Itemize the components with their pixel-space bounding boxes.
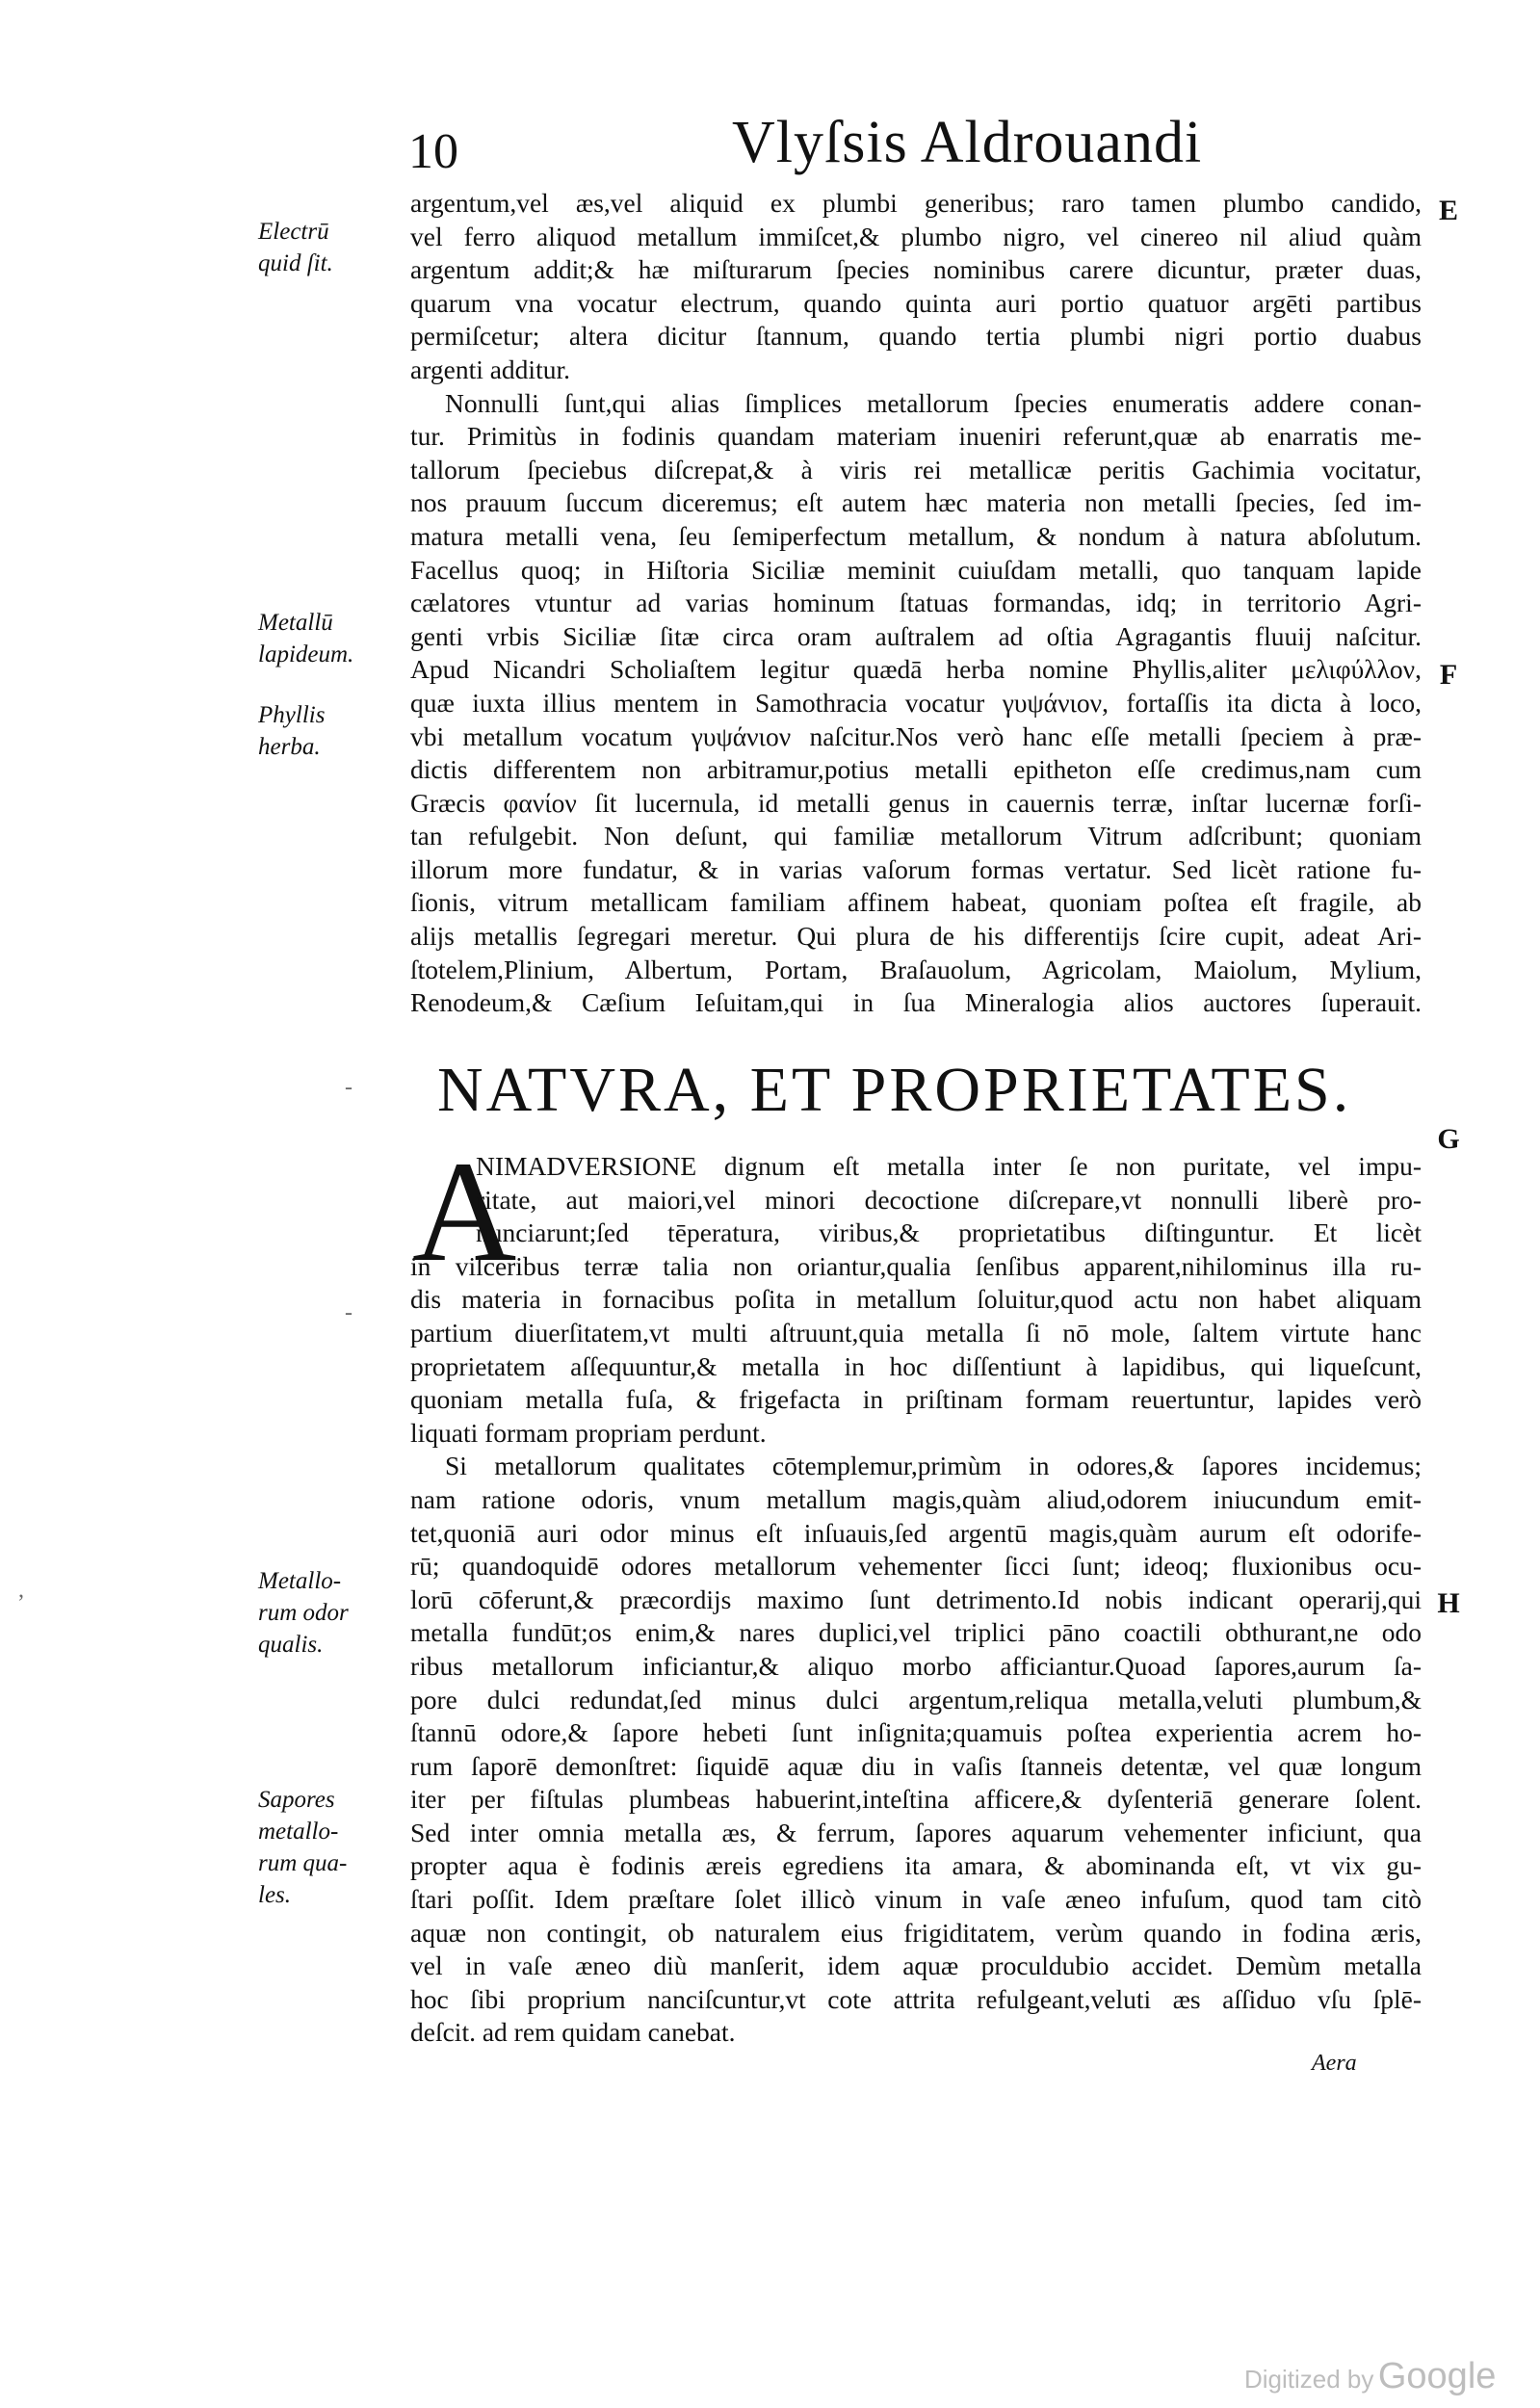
text-line: liquati formam propriam perdunt. <box>410 1417 767 1448</box>
text-line: nos prauum ſuccum diceremus; eſt autem hæc materia non metalli ſpecies, ſed im- <box>410 487 1422 518</box>
text-line: argenti additur. <box>410 353 570 384</box>
text-line: tet,quoniā auri odor minus eſt inſuauis,ſed argentū magis,quàm aurum eſt odorife- <box>410 1517 1422 1548</box>
marginal-line: rum qua- <box>258 1850 348 1876</box>
stray-mark: , <box>18 1578 24 1603</box>
marginal-note-electrum <box>258 216 403 279</box>
page-number: 10 <box>408 124 458 179</box>
text-line: rū; quandoquidē odores metallorum vehementer ſicci ſunt; ideoq; fluxionibus ocu- <box>410 1551 1422 1582</box>
catchword: Aera <box>1312 2051 1357 2076</box>
stray-mark: - <box>345 1075 352 1100</box>
text-line: ritate, aut maiori,vel minori decoctione diſcrepare,vt nonnulli liberè pro- <box>476 1184 1422 1215</box>
text-line: propter aqua è fodinis æreis egrediens ita amara, & abominanda eſt, vt vix gu- <box>410 1850 1422 1881</box>
text-line: tur. Primitùs in fodinis quandam materiam inueniri referunt,quæ ab enarratis me- <box>410 421 1422 452</box>
text-line: vel in vaſe æneo diù manſerit, idem aquæ proculdubio accidet. Demùm metalla <box>410 1950 1422 1981</box>
marginal-line: Sapores <box>258 1787 335 1813</box>
marginal-line: Metallū <box>258 610 333 636</box>
text-line: ſtannū odore,& ſapore hebeti ſunt inſignita;quamuis poſtea experientia acrem ho- <box>410 1717 1422 1748</box>
text-line: hoc ſibi proprium nanciſcuntur,vt cote attrita refulgeant,veluti æs aſſiduo vſu ſplē- <box>410 1983 1422 2014</box>
text-line: dictis differentem non arbitramur,potius metalli epitheton eſſe credimus,nam cum <box>410 754 1422 785</box>
text-line: Nonnulli ſunt,qui alias ſimplices metallorum ſpecies enumeratis addere conan- <box>445 387 1422 418</box>
marginal-line: Electrū <box>258 219 329 245</box>
text-line: nunciarunt;ſed tēperatura, viribus,& proprietatibus diſtinguntur. Et licèt <box>476 1217 1422 1248</box>
digitization-watermark <box>1244 2356 1496 2397</box>
text-line: Si metallorum qualitates cōtemplemur,primùm in odores,& ſapores incidemus; <box>445 1451 1422 1481</box>
marginal-line: Metallo- <box>258 1568 342 1594</box>
text-line: argentum addit;& hæ miſturarum ſpecies nominibus carere dicuntur, præter duas, <box>410 254 1422 285</box>
text-line: deſcit. ad rem quidam canebat. <box>410 2017 736 2048</box>
text-line: illorum more fundatur, & in varias vaſorum formas vertatur. Sed licèt ratione fu- <box>410 853 1422 884</box>
section-letter-h: H <box>1437 1587 1460 1619</box>
stray-mark: - <box>345 1300 352 1325</box>
text-line: tan refulgebit. Non deſunt, qui familiæ metallorum Vitrum adſcribunt; quoniam <box>410 821 1422 851</box>
text-line: quarum vna vocatur electrum, quando quinta auri portio quatuor argēti partibus <box>410 287 1422 318</box>
text-line: Græcis φανίον ſit lucernula, id metalli genus in cauernis terræ, inſtar lucernæ forſi- <box>410 787 1422 818</box>
text-line: argentum,vel æs,vel aliquid ex plumbi generibus; raro tamen plumbo candido, <box>410 188 1422 218</box>
text-line: Renodeum,& Cæſium Ieſuitam,qui in ſua Mineralogia alios auctores ſuperauit. <box>410 987 1422 1018</box>
text-line: proprietatem aſſequuntur,& metalla in hoc diſſentiunt à lapidibus, qui liqueſcunt, <box>410 1350 1422 1381</box>
text-line: quoniam metalla fuſa, & frigefacta in priſtinam formam reuertuntur, lapides verò <box>410 1384 1422 1415</box>
text-line: ribus metallorum inficiantur,& aliquo morbo afficiantur.Quoad ſapores,aurum ſa- <box>410 1650 1422 1681</box>
text-line: metalla fundūt;os enim,& nares duplici,vel triplici pāno coactili obthurant,ne odo <box>410 1617 1422 1648</box>
watermark-brand: Google <box>1377 2356 1497 2396</box>
text-line: nam ratione odoris, vnum metallum magis,quàm aliud,odorem iniucundum emit- <box>410 1483 1422 1514</box>
marginal-line: lapideum. <box>258 641 354 667</box>
marginal-note-odor <box>258 1565 403 1661</box>
marginal-line: qualis. <box>258 1632 324 1658</box>
text-line: ſionis, vitrum metallicam familiam affinem habeat, quoniam poſtea eſt fragile, ab <box>410 887 1422 918</box>
section-heading: NATVRA, ET PROPRIETATES. <box>437 1055 1352 1125</box>
body-text-lower <box>410 1150 1422 2050</box>
drop-cap: A <box>412 1132 517 1292</box>
body-text-upper <box>410 187 1422 1020</box>
text-line: tallorum ſpeciebus diſcrepat,& à viris rei metallicæ peritis Gachimia vocitatur, <box>410 454 1422 484</box>
marginal-line: herba. <box>258 734 321 760</box>
text-line: pore dulci redundat,ſed minus dulci argentum,reliqua metalla,veluti plumbum,& <box>410 1684 1422 1714</box>
section-letter-f: F <box>1439 659 1458 691</box>
text-line: cælatores vtuntur ad varias hominum ſtatuas formandas, idq; in territorio Agri- <box>410 588 1422 618</box>
text-line: alijs metallis ſegregari meretur. Qui plura de his differentijs ſcire cupit, adeat Ari- <box>410 921 1422 952</box>
marginal-line: les. <box>258 1882 292 1908</box>
text-line: partium diuerſitatem,vt multi aſtruunt,quia metalla ſi nō mole, ſaltem virtute hanc <box>410 1317 1422 1348</box>
marginal-note-sapores <box>258 1784 403 1911</box>
text-line: matura metalli vena, ſeu ſemiperfectum metallum, & nondum à natura abſolutum. <box>410 520 1422 551</box>
marginal-note-phyllis <box>258 699 403 763</box>
text-line: Apud Nicandri Scholiaſtem legitur quædā herba nomine Phyllis,aliter μελιφύλλον, <box>410 654 1422 685</box>
text-line: ſtari poſſit. Idem præſtare ſolet illicò vinum in vaſe æneo infuſum, quod tam citò <box>410 1884 1422 1915</box>
section-letter-g: G <box>1437 1123 1460 1155</box>
section-letter-e: E <box>1438 195 1458 226</box>
text-line: genti vrbis Siciliæ ſitæ circa oram auſtralem ad oſtia Agragantis fluuij naſcitur. <box>410 620 1422 651</box>
text-line: vel ferro aliquod metallum immiſcet,& plumbo nigro, vel cinereo nil aliud quàm <box>410 221 1422 251</box>
text-line: Facellus quoq; in Hiſtoria Siciliæ meminit cuiuſdam metalli, quo tanquam lapide <box>410 554 1422 585</box>
text-line: rum ſaporē demonſtret: ſiquidē aquæ diu in vaſis ſtanneis detentæ, vel quæ longum <box>410 1750 1422 1781</box>
watermark-prefix: Digitized by <box>1244 2365 1374 2394</box>
marginal-line: Phyllis <box>258 702 326 728</box>
running-title: Vlyſsis Aldrouandi <box>732 110 1203 175</box>
text-line: lorū cōferunt,& præcordijs maximo ſunt detrimento.Id nobis indicant operarij,qui <box>410 1584 1422 1614</box>
text-line: dis materia in fornacibus poſita in metallum ſoluitur,quod actu non habet aliquam <box>410 1284 1422 1315</box>
text-line: in viſceribus terræ talia non oriantur,qualia ſenſibus apparent,nihilominus illa ru- <box>410 1250 1422 1281</box>
text-line: permiſcetur; altera dicitur ſtannum, quando tertia plumbi nigri portio duabus <box>410 321 1422 352</box>
text-line: ſtotelem,Plinium, Albertum, Portam, Braſauolum, Agricolam, Maiolum, Mylium, <box>410 954 1422 984</box>
marginal-line: rum odor <box>258 1600 349 1626</box>
marginal-line: quid ſit. <box>258 250 333 276</box>
text-line: quæ iuxta illius mentem in Samothracia vocatur γυψάνιον, fortaſſis ita dicta à loco, <box>410 687 1422 718</box>
text-line: NIMADVERSIONE dignum eſt metalla inter ſe non puritate, vel impu- <box>476 1151 1422 1181</box>
text-line: iter per fiſtulas plumbeas habuerint,inteſtina afficere,& dyſenteriā generare ſolent. <box>410 1784 1422 1815</box>
text-line: Sed inter omnia metalla æs, & ferrum, ſapores aquarum vehementer inficiunt, qua <box>410 1817 1422 1847</box>
marginal-note-lapideum <box>258 607 403 670</box>
text-line: vbi metallum vocatum γυψάνιον naſcitur.Nos verò hanc eſſe metalli ſpeciem à præ- <box>410 720 1422 751</box>
marginal-line: metallo- <box>258 1819 339 1845</box>
text-line: aquæ non contingit, ob naturalem eius frigiditatem, verùm quando in fodina æris, <box>410 1917 1422 1948</box>
